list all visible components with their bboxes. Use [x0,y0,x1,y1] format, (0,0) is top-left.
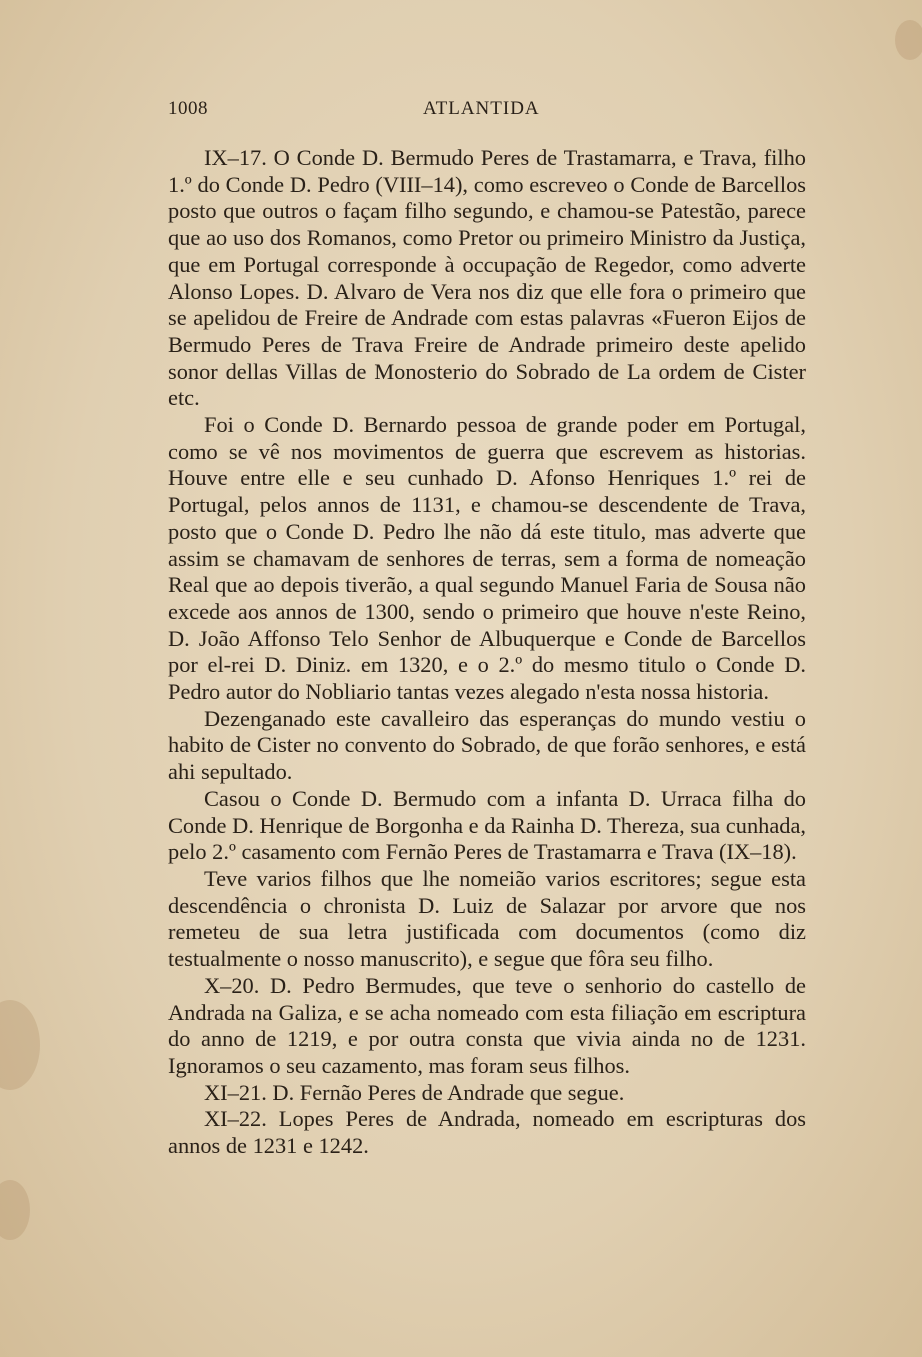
page-header [168,98,808,128]
paragraph: Dezenganado este cavalleiro das esperanças do mundo vestiu o habito de Cister no convento do Sobrado, de que forão senhores, e está ahi sepultado. [168,705,806,785]
page-number: 1008 [168,98,208,119]
body-text [168,145,806,1160]
paragraph: XI–21. D. Fernão Peres de Andrade que segue. [204,1079,625,1105]
paper-stain [895,20,922,60]
paragraph: X–20. D. Pedro Bermudes, que teve o senhorio do castello de Andrada na Galiza, e se acha nomeado com esta filiação em escriptura do anno de 1219, e por outra consta que vivia ainda no de 1231. Ignoramos o seu cazamento, mas foram seus filhos. [168,972,806,1078]
paragraph: IX–17. O Conde D. Bermudo Peres de Trastamarra, e Trava, filho 1.º do Conde D. Pedro (VIII–14), como escreveo o Conde de Barcellos posto que outros o façam filho segundo, e chamou-se Patestão, parece que ao uso dos Romanos, como Pretor ou primeiro Ministro da Justiça, que em Portugal corresponde à occupação de Regedor, como adverte Alonso Lopes. D. Alvaro de Vera nos diz que elle fora o primeiro que se apelidou de Freire de Andrade com estas palavras «Fueron Eijos de Bermudo Peres de Trava Freire de Andrade primeiro deste apelido sonor dellas Villas de Monosterio do Sobrado de La ordem de Cister etc. [168,145,806,411]
paper-stain [0,1180,30,1240]
paragraph: Foi o Conde D. Bernardo pessoa de grande poder em Portugal, como se vê nos movimentos de guerra que escrevem as historias. Houve entre elle e seu cunhado D. Afonso Henriques 1.º rei de Portugal, pelos annos de 1131, e chamou-se descendente de Trava, posto que o Conde D. Pedro lhe não dá este titulo, mas adverte que assim se chamavam de senhores de terras, sem a forma de nomeação Real que ao depois tiverão, a qual segundo Manuel Faria de Sousa não excede aos annos de 1300, sendo o primeiro que houve n'este Reino, D. João Affonso Telo Senhor de Albuquerque e Conde de Barcellos por el-rei D. Diniz. em 1320, e o 2.º do mesmo titulo o Conde D. Pedro autor do Nobliario tantas vezes alegado n'esta nossa historia. [168,412,806,705]
running-title: ATLANTIDA [423,98,540,119]
paragraph: Teve varios filhos que lhe nomeião varios escritores; segue esta descendência o chronista D. Luiz de Salazar por arvore que nos remeteu de sua letra justificada com documentos (como diz testualmente o nosso manuscrito), e segue que fôra seu filho. [168,865,806,972]
paper-stain [0,1000,40,1090]
paragraph: Casou o Conde D. Bermudo com a infanta D. Urraca filha do Conde D. Henrique de Borgonha e da Rainha D. Thereza, sua cunhada, pelo 2.º casamento com Fernão Peres de Trastamarra e Trava (IX–18). [168,785,806,865]
paragraph: XI–22. Lopes Peres de Andrada, nomeado em escripturas dos annos de 1231 e 1242. [168,1106,806,1159]
